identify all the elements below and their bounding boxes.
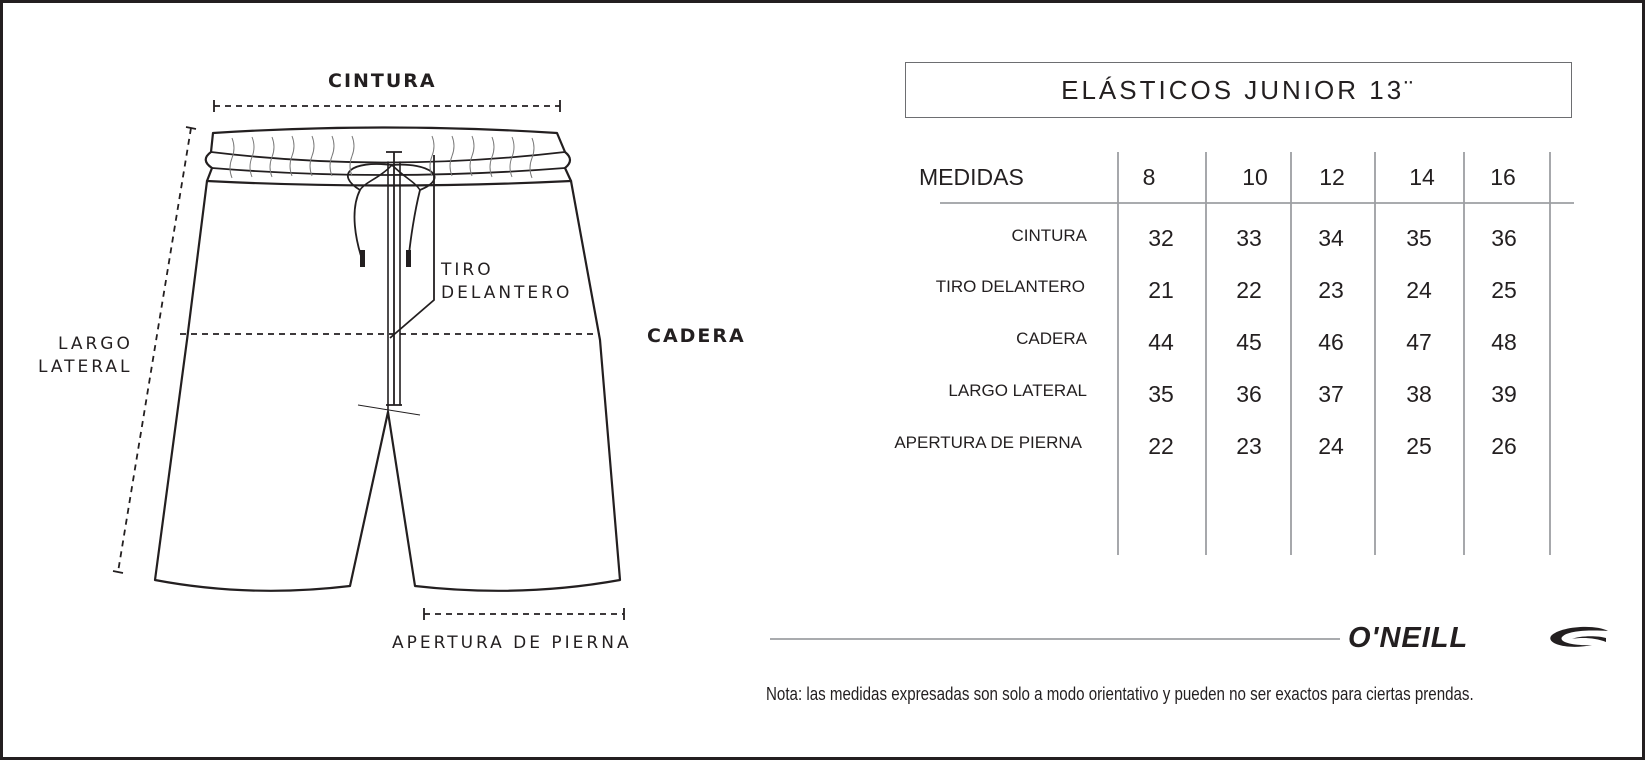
table-cell: 34 xyxy=(1318,225,1344,251)
size-header: 16 xyxy=(1490,164,1516,190)
size-header: 14 xyxy=(1409,164,1435,190)
row-label: TIRO DELANTERO xyxy=(935,277,1085,296)
table-cell: 39 xyxy=(1491,381,1517,407)
lateral-label: LATERAL xyxy=(38,357,133,377)
largo-label: LARGO xyxy=(58,334,133,354)
cadera-label: CADERA xyxy=(647,325,746,347)
apertura-label: APERTURA DE PIERNA xyxy=(392,633,632,653)
tiro-label: TIRO xyxy=(441,260,494,280)
delantero-label: DELANTERO xyxy=(441,283,573,303)
table-cell: 45 xyxy=(1236,329,1262,355)
table-cell: 22 xyxy=(1148,433,1174,459)
table-cell: 25 xyxy=(1491,277,1517,303)
medidas-header: MEDIDAS xyxy=(919,164,1024,190)
table-cell: 23 xyxy=(1236,433,1262,459)
row-label: CADERA xyxy=(1016,329,1087,348)
table-cell: 37 xyxy=(1318,381,1344,407)
size-header: 12 xyxy=(1319,164,1345,190)
table-cell: 38 xyxy=(1406,381,1432,407)
table-cell: 46 xyxy=(1318,329,1344,355)
table-cell: 32 xyxy=(1148,225,1174,251)
disclaimer-note: Nota: las medidas expresadas son solo a modo orientativo y pueden no ser exactos para ciertas prendas. xyxy=(766,684,1474,704)
table-cell: 21 xyxy=(1148,277,1174,303)
table-cell: 48 xyxy=(1491,329,1517,355)
table-cell: 35 xyxy=(1148,381,1174,407)
table-cell: 47 xyxy=(1406,329,1432,355)
table-cell: 24 xyxy=(1406,277,1432,303)
row-label: LARGO LATERAL xyxy=(948,381,1087,400)
size-header: 8 xyxy=(1142,164,1156,190)
table-cell: 33 xyxy=(1236,225,1262,251)
size-header: 10 xyxy=(1242,164,1268,190)
table-cell: 25 xyxy=(1406,433,1432,459)
table-cell: 24 xyxy=(1318,433,1344,459)
row-label: APERTURA DE PIERNA xyxy=(894,433,1082,452)
table-cell: 36 xyxy=(1236,381,1262,407)
row-label: CINTURA xyxy=(1011,226,1087,245)
table-cell: 23 xyxy=(1318,277,1344,303)
cintura-label: CINTURA xyxy=(328,70,437,92)
table-cell: 36 xyxy=(1491,225,1517,251)
table-cell: 35 xyxy=(1406,225,1432,251)
brand-logo: O'NEILL xyxy=(1348,622,1469,654)
chart-title: ELÁSTICOS JUNIOR 13¨ xyxy=(905,62,1572,118)
wave-logo-icon xyxy=(1548,626,1610,650)
table-cell: 44 xyxy=(1148,329,1174,355)
table-cell: 22 xyxy=(1236,277,1262,303)
table-cell: 26 xyxy=(1491,433,1517,459)
